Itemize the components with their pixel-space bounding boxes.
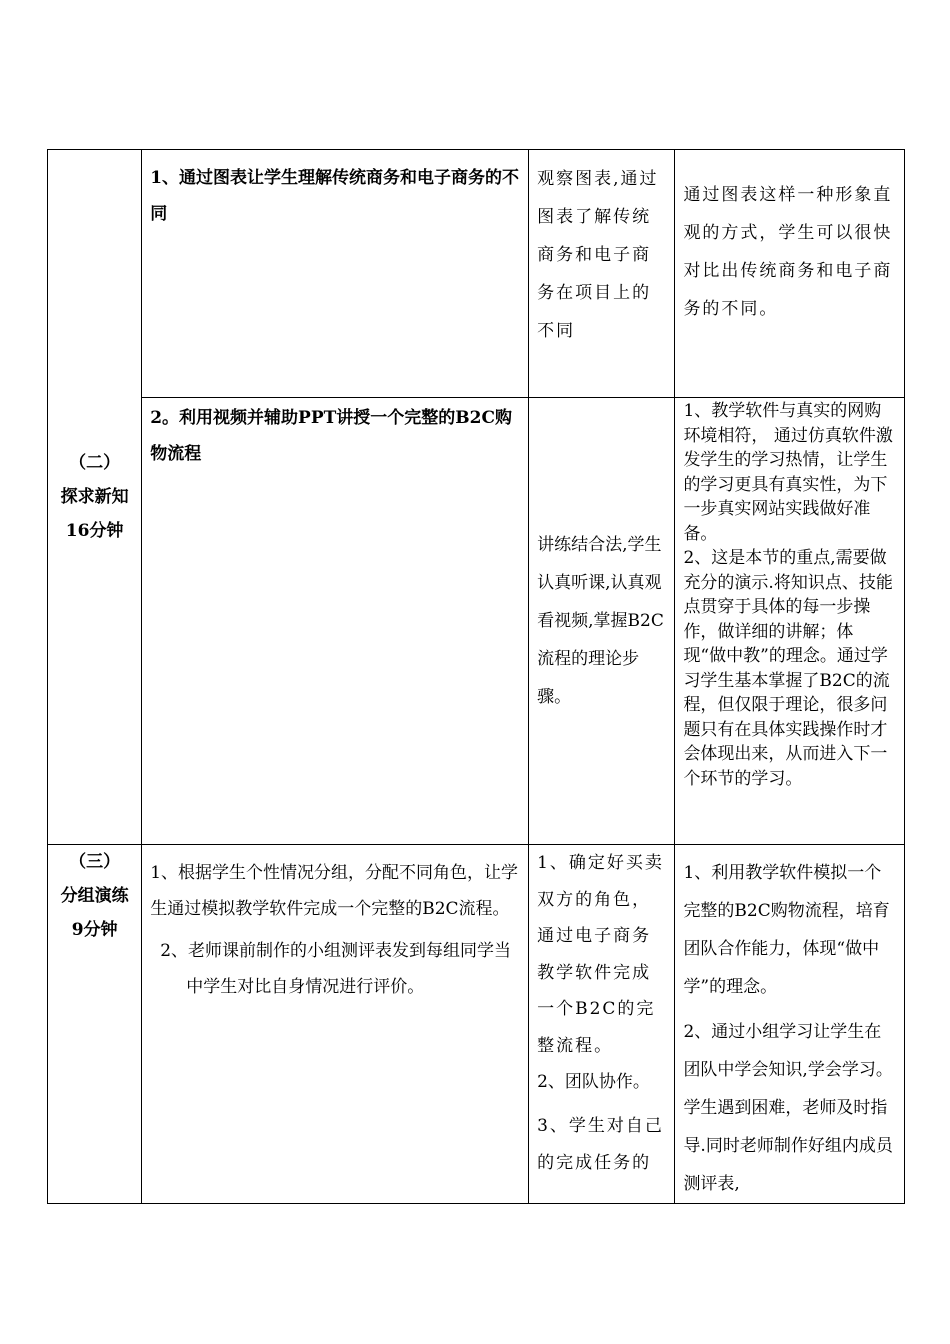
design-purpose-paragraph: 1、教学软件与真实的网购环境相符， 通过仿真软件激发学生的学习热情，让学生的学习更具有真实性，为下一步真实网站实践做好准备。 [683, 401, 893, 544]
stage-time: 9分钟 [71, 920, 118, 940]
student-activity-paragraph: 2、团队协作。 [537, 1072, 650, 1092]
stage-cell [48, 150, 142, 845]
design-purpose-paragraph: 通过图表这样一种形象直观的方式，学生可以很快对比出传统商务和电子商务的不同。 [683, 185, 893, 319]
stage-name: 探求新知 [60, 487, 129, 507]
table-row [48, 150, 905, 398]
content-paragraph: 2、老师课前制作的小组测评表发到每组同学当中学生对比自身情况进行评价。 [160, 941, 512, 997]
student-activity-paragraph: 1、确定好买卖双方的角色，通过电子商务教学软件完成一个B2C的完整流程。 [537, 853, 664, 1056]
table-row [48, 398, 905, 845]
student-activity-paragraph: 3、学生对自己的完成任务的 [537, 1116, 664, 1173]
design-purpose-paragraph: 2、这是本节的重点,需要做充分的演示.将知识点、技能点贯穿于具体的每一步操作，做详细的讲解；体现“做中教”的理念。通过学习学生基本掌握了B2C的流程，但仅限于理论，很多问题只有在具体实践操作时才会体现出来，从而进入下一个环节的学习。 [683, 548, 893, 789]
content-cell [142, 150, 529, 398]
design-purpose-cell [675, 845, 905, 1204]
student-activity-paragraph: 讲练结合法,学生认真听课,认真观看视频,掌握B2C流程的理论步骤。 [537, 535, 664, 707]
content-cell [142, 398, 529, 845]
design-purpose-paragraph: 1、利用教学软件模拟一个完整的B2C购物流程，培育团队合作能力，体现“做中学”的理念。 [683, 863, 890, 997]
student-activity-paragraph: 观察图表,通过图表了解传统商务和电子商务在项目上的不同 [537, 169, 659, 341]
lesson-plan-table [47, 149, 905, 1204]
design-purpose-cell [675, 398, 905, 845]
stage-order: （三） [69, 852, 121, 872]
content-paragraph: 1、根据学生个性情况分组，分配不同角色，让学生通过模拟教学软件完成一个完整的B2C流程。 [150, 863, 519, 919]
stage-name: 分组演练 [60, 886, 129, 906]
design-purpose-cell [675, 150, 905, 398]
content-paragraph: 1、通过图表让学生理解传统商务和电子商务的不同 [150, 168, 520, 224]
student-activity-cell [529, 150, 675, 398]
student-activity-cell [529, 845, 675, 1204]
content-cell [142, 845, 529, 1204]
design-purpose-paragraph: 2、通过小组学习让学生在团队中学会知识,学会学习。学生遇到困难，老师及时指导.同时老师制作好组内成员测评表, [683, 1022, 893, 1194]
content-paragraph: 2。利用视频并辅助PPT讲授一个完整的B2C购物流程 [150, 408, 512, 464]
stage-time: 16分钟 [65, 521, 124, 541]
table-row [48, 845, 905, 1204]
student-activity-cell [529, 398, 675, 845]
stage-order: （二） [69, 453, 121, 473]
stage-cell [48, 845, 142, 1204]
